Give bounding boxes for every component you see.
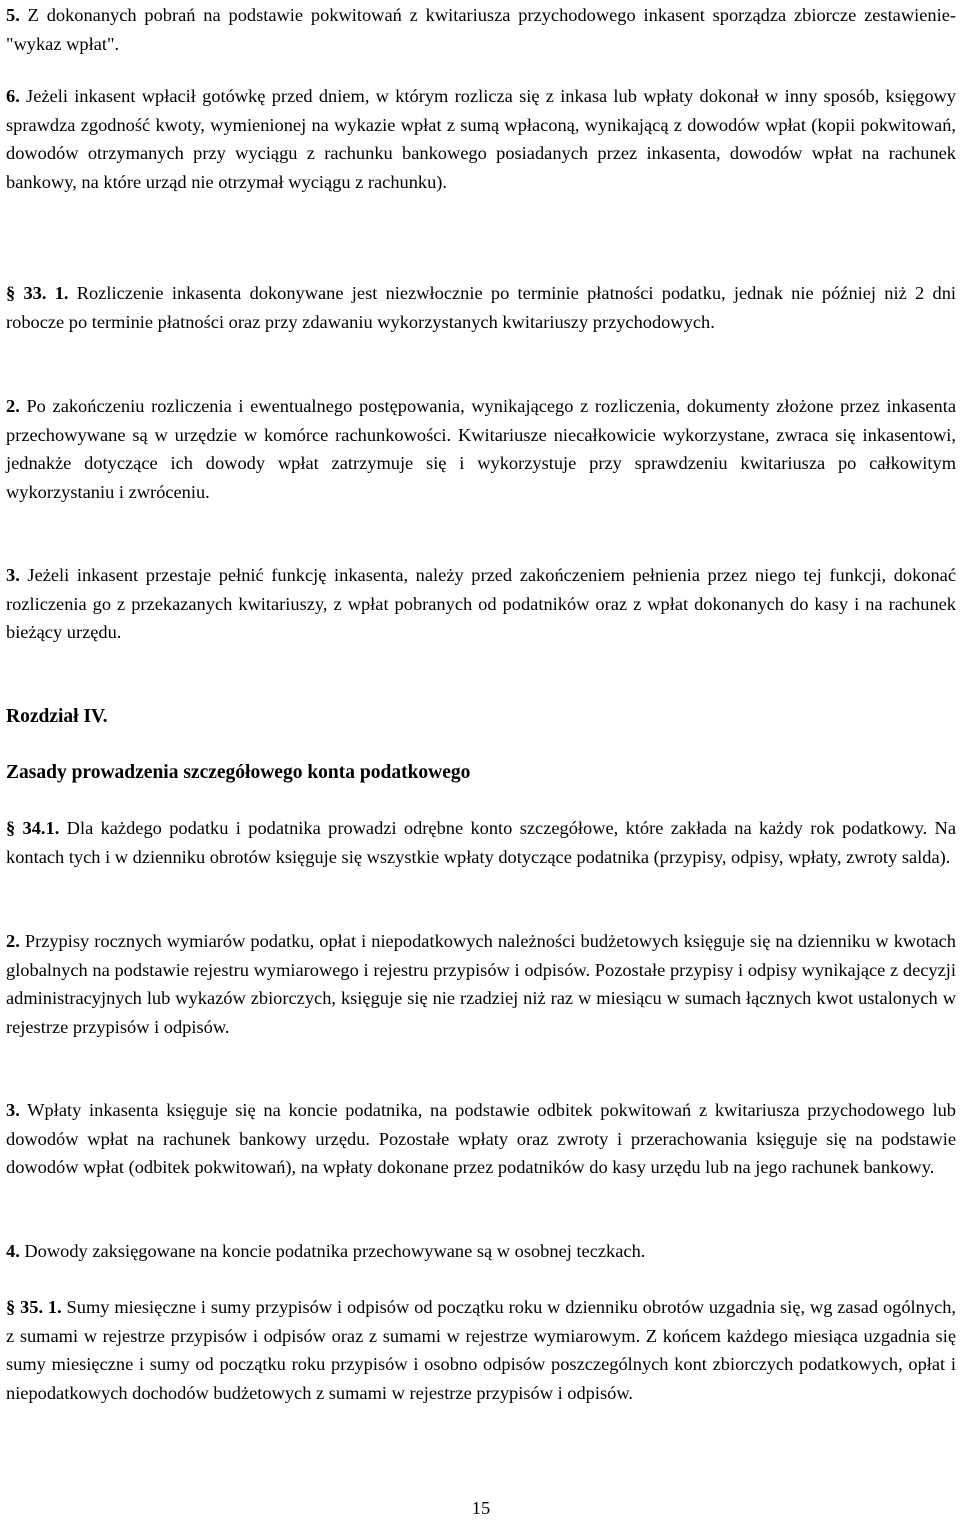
paragraph-34-4 xyxy=(6,1237,956,1266)
paragraph-text: Z dokonanych pobrań na podstawie pokwitowań z kwitariusza przychodowego inkasent sporządza zbiorcze zestawienie- "wykaz wpłat". xyxy=(6,5,956,54)
paragraph-text: Sumy miesięczne i sumy przypisów i odpisów od początku roku w dzienniku obrotów uzgadnia się, wg zasad ogólnych, z sumami w rejestrze przypisów i odpisów oraz z sumami w rejestrze wymiarowym. Z końcem każdego miesiąca uzgadnia się sumy miesięczne i sumy od początku roku przypisów i osobno odpisów poszczególnych kont zbiorczych podatkowych, opłat i niepodatkowych dochodów budżetowych z sumami w rejestrze przypisów i odpisów. xyxy=(6,1297,956,1403)
paragraph-text: Przypisy rocznych wymiarów podatku, opłat i niepodatkowych należności budżetowych księguje się na dzienniku w kwotach globalnych na podstawie rejestru wymiarowego i rejestru przypisów i odpisów. Pozostałe przypisy i odpisy wynikające z decyzji administracyjnych lub wykazów zbiorczych, księguje się nie rzadziej niż raz w miesiącu w sumach łącznych kwot ustalonych w rejestrze przypisów i odpisów. xyxy=(6,931,956,1037)
paragraph-text: Po zakończeniu rozliczenia i ewentualnego postępowania, wynikającego z rozliczenia, dokumenty złożone przez inkasenta przechowywane są w urzędzie w komórce rachunkowości. Kwitariusze niecałkowicie wykorzystane, zwraca się inkasentowi, jednakże dotyczące ich dowody wpłat zatrzymuje się i wykorzystuje przy sprawdzeniu kwitariusza po całkowitym wykorzystaniu i zwróceniu. xyxy=(6,396,956,502)
paragraph-number: 4. xyxy=(6,1241,20,1261)
paragraph-number: § 35. 1. xyxy=(6,1297,62,1317)
chapter-heading: Rozdział IV. xyxy=(6,706,108,727)
paragraph-34-2 xyxy=(6,927,956,1041)
paragraph-text: Wpłaty inkasenta księguje się na koncie podatnika, na podstawie odbitek pokwitowań z kwitariusza przychodowego lub dowodów wpłat na rachunek bankowy urzędu. Pozostałe wpłaty oraz zwroty i przerachowania księguje się na podstawie dowodów wpłat (odbitek pokwitowań), na wpłaty dokonane przez podatników do kasy urzędu lub na jego rachunek bankowy. xyxy=(6,1100,956,1178)
paragraph-6 xyxy=(6,82,956,196)
paragraph-34-3 xyxy=(6,1096,956,1182)
paragraph-33-2 xyxy=(6,392,956,506)
paragraph-33-1 xyxy=(6,279,956,336)
paragraph-number: 3. xyxy=(6,565,20,585)
paragraph-text: Jeżeli inkasent przestaje pełnić funkcję inkasenta, należy przed zakończeniem pełnienia przez niego tej funkcji, dokonać rozliczenia go z przekazanych kwitariuszy, z wpłat pobranych od podatników oraz z wpłat dokonanych do kasy i na rachunek bieżący urzędu. xyxy=(6,565,956,643)
page-number: 15 xyxy=(471,1498,491,1518)
paragraph-number: 5. xyxy=(6,5,20,25)
paragraph-text: Rozliczenie inkasenta dokonywane jest niezwłocznie po terminie płatności podatku, jednak nie później niż 2 dni robocze po terminie płatności oraz przy zdawaniu wykorzystanych kwitariuszy przychodowych. xyxy=(6,283,956,332)
paragraph-number: 3. xyxy=(6,1100,20,1120)
paragraph-number: 6. xyxy=(6,86,20,106)
paragraph-33-3 xyxy=(6,561,956,647)
paragraph-number: 2. xyxy=(6,396,20,416)
paragraph-text: Dowody zaksięgowane na koncie podatnika przechowywane są w osobnej teczkach. xyxy=(19,1241,646,1261)
paragraph-number: § 34.1. xyxy=(6,818,60,838)
paragraph-34-1 xyxy=(6,814,956,871)
paragraph-5 xyxy=(6,1,956,58)
paragraph-35-1 xyxy=(6,1293,956,1407)
paragraph-number: § 33. 1. xyxy=(6,283,69,303)
paragraph-text: Jeżeli inkasent wpłacił gotówkę przed dniem, w którym rozlicza się z inkasa lub wpłaty dokonał w inny sposób, księgowy sprawdza zgodność kwoty, wymienionej na wykazie wpłat z sumą wpłaconą, wynikającą z dowodów wpłat (kopii pokwitowań, dowodów otrzymanych przy wyciągu z rachunku bankowego posiadanych przez inkasenta, dowodów wpłat na rachunek bankowy, na które urząd nie otrzymał wyciągu z rachunku). xyxy=(6,86,956,192)
paragraph-number: 2. xyxy=(6,931,20,951)
section-heading: Zasady prowadzenia szczegółowego konta podatkowego xyxy=(6,762,471,783)
paragraph-text: Dla każdego podatku i podatnika prowadzi odrębne konto szczegółowe, które zakłada na każdy rok podatkowy. Na kontach tych i w dzienniku obrotów księguje się wszystkie wpłaty dotyczące podatnika (przypisy, odpisy, wpłaty, zwroty salda). xyxy=(6,818,956,867)
